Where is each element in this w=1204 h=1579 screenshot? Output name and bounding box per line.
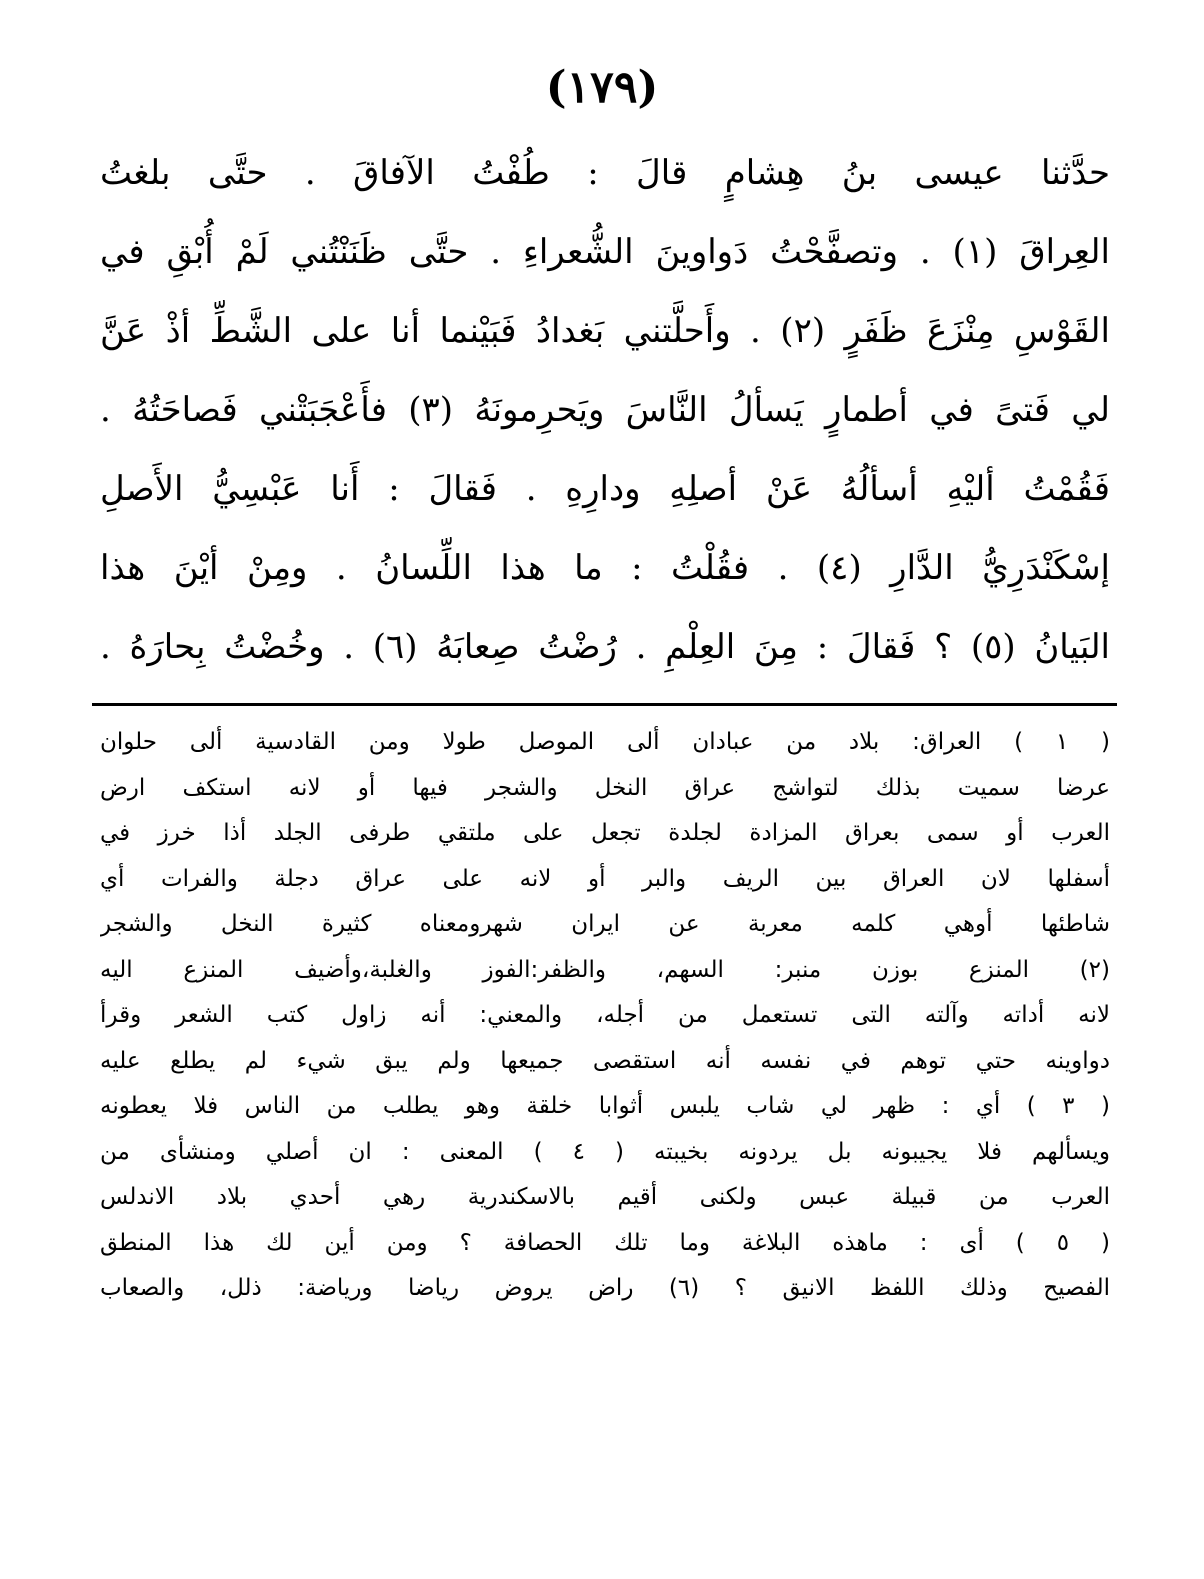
page-number: (١٧٩) bbox=[545, 62, 659, 113]
footnote-divider bbox=[92, 703, 1117, 706]
main-text-line: البَيانُ (٥) ؟ فَقالَ : مِنَ العِلْمِ . رُضْتُ صِعابَهُ (٦) . وخُضْتُ بِحارَهُ . bbox=[100, 627, 1110, 667]
footnote-line: لانه أداته وآلته التى تستعمل من أجله، والمعني: أنه زاول كتب الشعر وقرأ bbox=[100, 1002, 1110, 1028]
footnote-line: عرضا سميت بذلك لتواشج عراق النخل والشجر فيها أو لانه استكف ارض bbox=[100, 774, 1110, 801]
main-text-line: لي فَتىً في أطمارٍ يَسألُ النَّاسَ ويَحرِمونَهُ (٣) فأَعْجَبَتْني فَصاحَتُهُ . bbox=[100, 390, 1110, 430]
main-text-line: العِراقَ (١) . وتصفَّحْتُ دَواوينَ الشُّعراءِ . حتَّى ظَنَنْتُني لَمْ أُبْقِ في bbox=[100, 232, 1110, 272]
footnote-line: ( ١ ) العراق: بلاد من عبادان ألى الموصل طولا ومن القادسية ألى حلوان bbox=[100, 729, 1110, 755]
main-text-line: حدَّثنا عيسى بنُ هِشامٍ قالَ : طُفْتُ الآفاقَ . حتَّى بلغتُ bbox=[100, 153, 1110, 193]
footnote-line: شاطئها أوهي كلمه معربة عن ايران شهرومعناه كثيرة النخل والشجر bbox=[100, 911, 1110, 937]
main-text-line: إسْكَنْدَرِيُّ الدَّارِ (٤) . فقُلْتُ : ما هذا اللِّسانُ . ومِنْ أيْنَ هذا bbox=[100, 548, 1110, 588]
footnote-line: ويسألهم فلا يجيبونه بل يردونه بخيبته ( ٤ ) المعنى : ان أصلي ومنشأى من bbox=[100, 1138, 1110, 1165]
footnote-line: ( ٣ ) أي : ظهر لي شاب يلبس أثوابا خلقة وهو يطلب من الناس فلا يعطونه bbox=[100, 1093, 1110, 1119]
footnote-line: العرب من قبيلة عبس ولكنى أقيم بالاسكندرية رهي أحدي بلاد الاندلس bbox=[100, 1184, 1110, 1210]
main-text bbox=[100, 134, 1110, 687]
footnotes bbox=[100, 720, 1110, 1312]
footnote-line: أسفلها لان العراق بين الريف والبر أو لانه على عراق دجلة والفرات أي bbox=[100, 865, 1110, 892]
footnote-line: ( ٥ ) أى : ماهذه البلاغة وما تلك الحصافة ؟ ومن أين لك هذا المنطق bbox=[100, 1229, 1110, 1256]
main-text-line: القَوْسِ مِنْزَعَ ظَفَرٍ (٢) . وأَحلَّتني بَغدادُ فَبَيْنما أنا على الشَّطِّ أذْ عَنَّ bbox=[100, 311, 1110, 351]
main-text-line: فَقُمْتُ أليْهِ أسألُهُ عَنْ أصلِهِ ودارِهِ . فَقالَ : أَنا عَبْسِيُّ الأَصلِ bbox=[100, 469, 1110, 509]
footnote-line: دواوينه حتي توهم في نفسه أنه استقصى جميعها ولم يبق شيء لم يطلع عليه bbox=[100, 1047, 1110, 1074]
footnote-line: العرب أو سمى بعراق المزادة لجلدة تجعل على ملتقي طرفى الجلد أذا خرز في bbox=[100, 820, 1110, 846]
footnote-line: (٢) المنزع بوزن منبر: السهم، والظفر:الفوز والغلبة،وأضيف المنزع اليه bbox=[100, 956, 1110, 983]
footnote-line: الفصيح وذلك اللفظ الانيق ؟ (٦) راض يروض رياضا ورياضة: ذلل، والصعاب bbox=[100, 1275, 1110, 1301]
